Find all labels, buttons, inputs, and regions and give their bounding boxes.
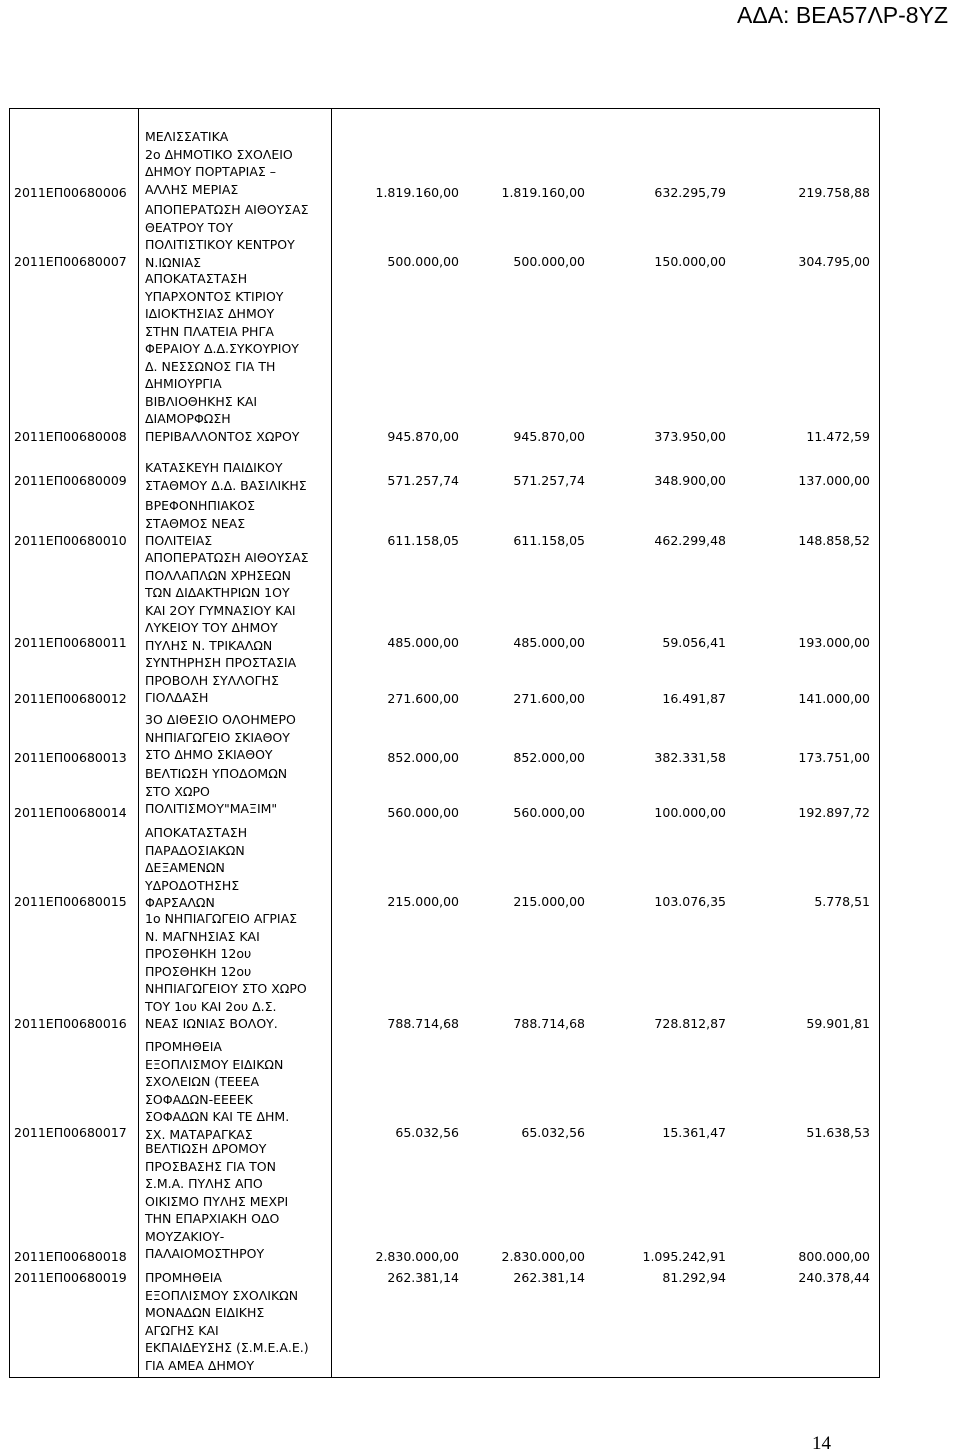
description-line: ΟΙΚΙΣΜΟ ΠΥΛΗΣ ΜΕΧΡΙ xyxy=(145,1193,289,1209)
description-line: Ν. ΜΑΓΝΗΣΙΑΣ ΚΑΙ xyxy=(145,928,260,944)
project-code: 2011ΕΠ00680011 xyxy=(14,635,127,650)
description-line: ΠΥΛΗΣ Ν. ΤΡΙΚΑΛΩΝ xyxy=(145,637,273,653)
project-code: 2011ΕΠ00680006 xyxy=(14,185,127,200)
table-row xyxy=(9,549,880,654)
amount-v3: 100.000,00 xyxy=(654,805,726,820)
description-line: Δ. ΝΕΣΣΩΝΟΣ ΓΙΑ ΤΗ xyxy=(145,358,276,374)
description-line: ΜΟΥΖΑΚΙΟΥ- xyxy=(145,1228,225,1244)
table-row xyxy=(9,270,880,445)
description-line: ΠΟΛΙΤΕΙΑΣ xyxy=(145,533,213,548)
amount-v3: 59.056,41 xyxy=(662,635,726,650)
description-line: ΑΠΟΠΕΡΑΤΩΣΗ ΑΙΘΟΥΣΑΣ xyxy=(145,550,309,565)
amount-v2: 2.830.000,00 xyxy=(501,1249,585,1264)
amount-v4: 219.758,88 xyxy=(798,185,870,200)
description-line: ΔΕΞΑΜΕΝΩΝ xyxy=(145,860,225,875)
description-line: ΣΟΦΑΔΩΝ-ΕΕΕΕΚ xyxy=(145,1091,253,1107)
table-row xyxy=(9,201,880,271)
description-line: 2ο ΔΗΜΟΤΙΚΟ ΣΧΟΛΕΙΟ xyxy=(145,146,293,162)
project-code: 2011ΕΠ00680018 xyxy=(14,1249,127,1264)
project-code: 2011ΕΠ00680015 xyxy=(14,894,127,909)
description-line: ΠΟΛΛΑΠΛΩΝ ΧΡΗΣΕΩΝ xyxy=(145,567,291,583)
description-line: ΥΔΡΟΔΟΤΗΣΗΣ xyxy=(145,877,240,893)
amount-v2: 485.000,00 xyxy=(513,635,585,650)
description-line: ΕΞΟΠΛΙΣΜΟΥ ΣΧΟΛΙΚΩΝ xyxy=(145,1287,299,1303)
description-line: ΛΥΚΕΙΟΥ ΤΟΥ ΔΗΜΟΥ xyxy=(145,620,278,635)
amount-v2: 571.257,74 xyxy=(513,473,585,488)
description-line: ΚΑΙ 2ΟΥ ΓΥΜΝΑΣΙΟΥ ΚΑΙ xyxy=(145,602,296,618)
project-description xyxy=(145,910,335,1033)
description-line: ΔΗΜΟΥ ΠΟΡΤΑΡΙΑΣ – xyxy=(145,164,277,179)
description-line: ΑΓΩΓΗΣ ΚΑΙ xyxy=(145,1322,219,1338)
page-number: 14 xyxy=(812,1433,831,1454)
description-line: ΠΑΡΑΔΟΣΙΑΚΩΝ xyxy=(145,842,245,858)
description-line: ΙΔΙΟΚΤΗΣΙΑΣ ΔΗΜΟΥ xyxy=(145,306,275,321)
amount-v1: 485.000,00 xyxy=(387,635,459,650)
amount-v2: 65.032,56 xyxy=(521,1125,585,1140)
description-line: ΠΡΟΜΗΘΕΙΑ xyxy=(145,1039,222,1054)
project-description xyxy=(145,824,335,912)
description-line: ΑΠΟΚΑΤΑΣΤΑΣΗ xyxy=(145,271,248,286)
description-line: ΦΕΡΑΙΟΥ Δ.Δ.ΣΥΚΟΥΡΙΟΥ xyxy=(145,341,299,356)
project-description xyxy=(145,201,335,271)
amount-v4: 137.000,00 xyxy=(798,473,870,488)
project-code: 2011ΕΠ00680012 xyxy=(14,691,127,706)
amount-v1: 852.000,00 xyxy=(387,750,459,765)
amount-v2: 788.714,68 xyxy=(513,1016,585,1031)
description-line: ΠΑΛΑΙΟΜΟΣΤΗΡΟΥ xyxy=(145,1246,265,1261)
project-code: 2011ΕΠ00680013 xyxy=(14,750,127,765)
amount-v4: 304.795,00 xyxy=(798,254,870,269)
table-row xyxy=(9,459,880,494)
description-line: 3Ο ΔΙΘΕΣΙΟ ΟΛΟΗΜΕΡΟ xyxy=(145,712,296,727)
project-description xyxy=(145,270,335,445)
amount-v4: 173.751,00 xyxy=(798,750,870,765)
project-description xyxy=(145,654,335,707)
description-line: ΣΤΟ ΧΩΡΟ xyxy=(145,783,210,799)
description-line: ΒΕΛΤΙΩΣΗ ΥΠΟΔΟΜΩΝ xyxy=(145,766,288,781)
table-row xyxy=(9,654,880,707)
description-line: ΝΕΑΣ ΙΩΝΙΑΣ ΒΟΛΟΥ. xyxy=(145,1016,278,1031)
amount-v3: 16.491,87 xyxy=(662,691,726,706)
table-row xyxy=(9,1269,880,1374)
description-line: ΣΥΝΤΗΡΗΣΗ ΠΡΟΣΤΑΣΙΑ xyxy=(145,655,297,670)
description-line: ΓΙΟΛΔΑΣΗ xyxy=(145,690,209,705)
amount-v1: 611.158,05 xyxy=(387,533,459,548)
table-row xyxy=(9,128,880,198)
project-description xyxy=(145,1269,335,1374)
description-line: ΠΡΟΣΘΗΚΗ 12ου xyxy=(145,963,252,979)
amount-v4: 193.000,00 xyxy=(798,635,870,650)
description-line: ΜΕΛΙΣΣΑΤΙΚΑ xyxy=(145,129,229,144)
amount-v1: 500.000,00 xyxy=(387,254,459,269)
amount-v3: 81.292,94 xyxy=(662,1270,726,1285)
project-description xyxy=(145,128,335,198)
description-line: ΣΧΟΛΕΙΩΝ (ΤΕΕΕΑ xyxy=(145,1074,260,1089)
description-line: ΣΤΑΘΜΟΣ ΝΕΑΣ xyxy=(145,515,246,531)
description-line: ΒΙΒΛΙΟΘΗΚΗΣ ΚΑΙ xyxy=(145,393,258,409)
table-row xyxy=(9,824,880,912)
description-line: ΠΕΡΙΒΑΛΛΟΝΤΟΣ ΧΩΡΟΥ xyxy=(145,428,300,444)
description-line: ΔΙΑΜΟΡΦΩΣΗ xyxy=(145,411,231,426)
table-row xyxy=(9,1140,880,1263)
amount-v3: 1.095.242,91 xyxy=(642,1249,726,1264)
project-description xyxy=(145,765,335,818)
description-line: ΣΤΑΘΜΟΥ Δ.Δ. ΒΑΣΙΛΙΚΗΣ xyxy=(145,477,307,493)
amount-v2: 1.819.160,00 xyxy=(501,185,585,200)
table-row xyxy=(9,910,880,1033)
amount-v3: 632.295,79 xyxy=(654,185,726,200)
description-line: ΠΡΟΣΘΗΚΗ 12ου xyxy=(145,946,252,961)
description-line: ΘΕΑΤΡΟΥ ΤΟΥ xyxy=(145,219,234,235)
amount-v1: 560.000,00 xyxy=(387,805,459,820)
table-row xyxy=(9,1038,880,1143)
description-line: ΣΟΦΑΔΩΝ ΚΑΙ ΤΕ ΔΗΜ. xyxy=(145,1109,290,1124)
description-line: ΜΟΝΑΔΩΝ ΕΙΔΙΚΗΣ xyxy=(145,1305,265,1320)
description-line: ΝΗΠΙΑΓΩΓΕΙΟ ΣΚΙΑΘΟΥ xyxy=(145,729,290,745)
amount-v4: 240.378,44 xyxy=(798,1270,870,1285)
amount-v4: 800.000,00 xyxy=(798,1249,870,1264)
table-row xyxy=(9,497,880,550)
amount-v2: 945.870,00 xyxy=(513,429,585,444)
description-line: ΑΠΟΠΕΡΑΤΩΣΗ ΑΙΘΟΥΣΑΣ xyxy=(145,202,309,217)
amount-v2: 560.000,00 xyxy=(513,805,585,820)
project-code: 2011ΕΠ00680019 xyxy=(14,1270,127,1285)
amount-v3: 373.950,00 xyxy=(654,429,726,444)
description-line: ΓΙΑ ΑΜΕΑ ΔΗΜΟΥ xyxy=(145,1357,255,1373)
description-line: ΥΠΑΡΧΟΝΤΟΣ ΚΤΙΡΙΟΥ xyxy=(145,288,284,304)
description-line: ΑΠΟΚΑΤΑΣΤΑΣΗ xyxy=(145,825,248,840)
description-line: 1ο ΝΗΠΙΑΓΩΓΕΙΟ ΑΓΡΙΑΣ xyxy=(145,911,298,926)
description-line: ΔΗΜΙΟΥΡΓΙΑ xyxy=(145,376,222,391)
amount-v3: 728.812,87 xyxy=(654,1016,726,1031)
amount-v4: 192.897,72 xyxy=(798,805,870,820)
ada-code: ΑΔΑ: ΒΕΑ57ΛΡ-8ΥΖ xyxy=(737,2,948,28)
description-line: ΝΗΠΙΑΓΩΓΕΙΟΥ ΣΤΟ ΧΩΡΟ xyxy=(145,981,307,996)
project-description xyxy=(145,711,335,764)
project-code: 2011ΕΠ00680007 xyxy=(14,254,127,269)
amount-v4: 148.858,52 xyxy=(798,533,870,548)
amount-v4: 59.901,81 xyxy=(806,1016,870,1031)
project-code: 2011ΕΠ00680017 xyxy=(14,1125,127,1140)
amount-v2: 852.000,00 xyxy=(513,750,585,765)
project-code: 2011ΕΠ00680008 xyxy=(14,429,127,444)
description-line: ΠΟΛΙΤΙΣΜΟΥ"ΜΑΞΙΜ" xyxy=(145,801,278,816)
table-row xyxy=(9,711,880,764)
description-line: ΤΗΝ ΕΠΑΡΧΙΑΚΗ ΟΔΟ xyxy=(145,1211,280,1226)
description-line: ΠΡΟΒΟΛΗ ΣΥΛΛΟΓΗΣ xyxy=(145,672,279,688)
amount-v3: 348.900,00 xyxy=(654,473,726,488)
amount-v3: 15.361,47 xyxy=(662,1125,726,1140)
amount-v3: 150.000,00 xyxy=(654,254,726,269)
description-line: ΑΛΛΗΣ ΜΕΡΙΑΣ xyxy=(145,181,239,197)
amount-v1: 788.714,68 xyxy=(387,1016,459,1031)
description-line: ΤΩΝ ΔΙΔΑΚΤΗΡΙΩΝ 1ΟΥ xyxy=(145,585,290,600)
amount-v1: 215.000,00 xyxy=(387,894,459,909)
amount-v1: 65.032,56 xyxy=(395,1125,459,1140)
project-description xyxy=(145,1140,335,1263)
amount-v2: 271.600,00 xyxy=(513,691,585,706)
amount-v3: 462.299,48 xyxy=(654,533,726,548)
amount-v4: 11.472,59 xyxy=(806,429,870,444)
project-code: 2011ΕΠ00680009 xyxy=(14,473,127,488)
amount-v4: 51.638,53 xyxy=(806,1125,870,1140)
description-line: ΠΟΛΙΤΙΣΤΙΚΟΥ ΚΕΝΤΡΟΥ xyxy=(145,237,295,252)
description-line: ΚΑΤΑΣΚΕΥΗ ΠΑΙΔΙΚΟΥ xyxy=(145,460,283,475)
project-description xyxy=(145,459,335,494)
project-description xyxy=(145,549,335,654)
amount-v2: 500.000,00 xyxy=(513,254,585,269)
description-line: ΒΡΕΦΟΝΗΠΙΑΚΟΣ xyxy=(145,498,256,513)
amount-v4: 141.000,00 xyxy=(798,691,870,706)
amount-v1: 262.381,14 xyxy=(387,1270,459,1285)
description-line: ΦΑΡΣΑΛΩΝ xyxy=(145,895,215,910)
description-line: ΤΟΥ 1ου ΚΑΙ 2ου Δ.Σ. xyxy=(145,998,277,1014)
project-code: 2011ΕΠ00680014 xyxy=(14,805,127,820)
amount-v3: 103.076,35 xyxy=(654,894,726,909)
amount-v2: 262.381,14 xyxy=(513,1270,585,1285)
amount-v1: 2.830.000,00 xyxy=(375,1249,459,1264)
project-code: 2011ΕΠ00680010 xyxy=(14,533,127,548)
project-description xyxy=(145,1038,335,1143)
description-line: ΠΡΟΣΒΑΣΗΣ ΓΙΑ ΤΟΝ xyxy=(145,1158,276,1174)
amount-v2: 215.000,00 xyxy=(513,894,585,909)
table-row xyxy=(9,765,880,818)
description-line: ΣΧ. ΜΑΤΑΡΑΓΚΑΣ xyxy=(145,1126,253,1142)
project-description xyxy=(145,497,335,550)
amount-v2: 611.158,05 xyxy=(513,533,585,548)
description-line: ΠΡΟΜΗΘΕΙΑ xyxy=(145,1270,222,1285)
amount-v3: 382.331,58 xyxy=(654,750,726,765)
project-code: 2011ΕΠ00680016 xyxy=(14,1016,127,1031)
amount-v1: 1.819.160,00 xyxy=(375,185,459,200)
amount-v1: 945.870,00 xyxy=(387,429,459,444)
description-line: ΕΞΟΠΛΙΣΜΟΥ ΕΙΔΙΚΩΝ xyxy=(145,1056,284,1072)
description-line: ΣΤΟ ΔΗΜΟ ΣΚΙΑΘΟΥ xyxy=(145,747,273,762)
amount-v1: 271.600,00 xyxy=(387,691,459,706)
description-line: Ν.ΙΩΝΙΑΣ xyxy=(145,254,202,270)
amount-v4: 5.778,51 xyxy=(814,894,870,909)
description-line: ΣΤΗΝ ΠΛΑΤΕΙΑ ΡΗΓΑ xyxy=(145,323,274,339)
description-line: ΒΕΛΤΙΩΣΗ ΔΡΟΜΟΥ xyxy=(145,1141,267,1156)
description-line: Σ.Μ.Α. ΠΥΛΗΣ ΑΠΟ xyxy=(145,1176,263,1191)
amount-v1: 571.257,74 xyxy=(387,473,459,488)
description-line: ΕΚΠΑΙΔΕΥΣΗΣ (Σ.Μ.Ε.Α.Ε.) xyxy=(145,1340,309,1355)
